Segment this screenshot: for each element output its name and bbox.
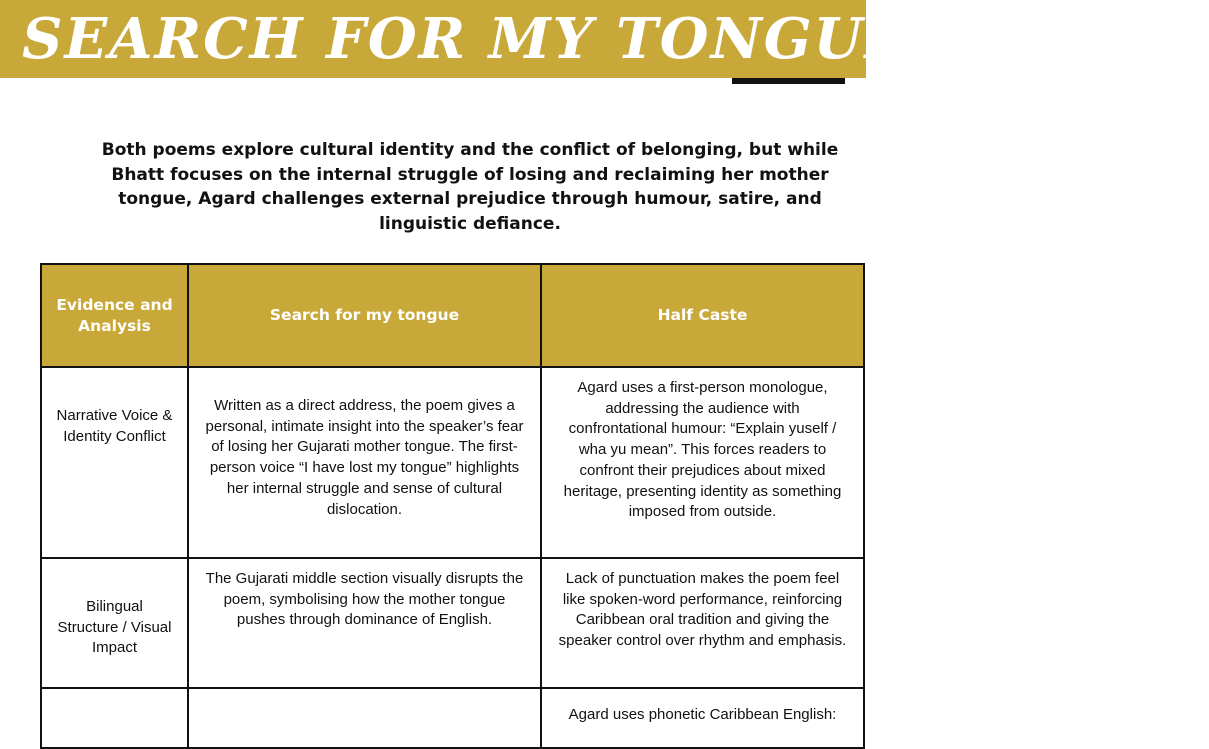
table-row (41, 558, 864, 688)
intro-paragraph: Both poems explore cultural identity and the conflict of belonging, but while Bhatt focuses on the internal struggle of losing and reclaiming her mother tongue, Agard challenges external prejudice through humour, satire, and linguistic defiance. (101, 140, 839, 234)
table-header-row (41, 264, 864, 367)
decorative-bar (732, 78, 845, 84)
category-cell (41, 367, 188, 558)
half-caste-text: Lack of punctuation makes the poem feel like spoken-word performance, reinforcing Caribbean oral tradition and giving the speaker control over rhythm and emphasis. (558, 570, 847, 650)
search-cell (188, 688, 541, 748)
search-cell (188, 367, 541, 558)
column-header-search: Search for my tongue (188, 264, 541, 367)
half-caste-cell (541, 558, 864, 688)
comparison-table (40, 263, 865, 749)
page-title: SEARCH FOR MY TONGUE - BHATT (22, 6, 1209, 72)
category-label: Narrative Voice & Identity Conflict (56, 407, 173, 445)
category-label: Bilingual Structure / Visual Impact (57, 598, 172, 657)
table-row (41, 688, 864, 748)
table-row (41, 367, 864, 558)
half-caste-text: Agard uses phonetic Caribbean English: (568, 706, 837, 723)
category-cell (41, 688, 188, 748)
column-header-half-caste: Half Caste (541, 264, 864, 367)
half-caste-cell (541, 367, 864, 558)
half-caste-cell (541, 688, 864, 748)
title-banner (0, 0, 1209, 78)
category-cell (41, 558, 188, 688)
search-text: Written as a direct address, the poem gives a personal, intimate insight into the speaker’s fear of losing her Gujarati mother tongue. The first-person voice “I have lost my tongue” highlights her internal struggle and sense of cultural dislocation. (205, 397, 524, 518)
column-header-evidence: Evidence and Analysis (41, 264, 188, 367)
search-cell (188, 558, 541, 688)
half-caste-text: Agard uses a first-person monologue, addressing the audience with confrontational humour: “Explain yuself / wha yu mean”. This forces readers to confront their prejudices about mixed heritage, presenting identity as something imposed from outside. (563, 379, 842, 521)
search-text: The Gujarati middle section visually disrupts the poem, symbolising how the mother tongue pushes through dominance of English. (205, 570, 524, 629)
